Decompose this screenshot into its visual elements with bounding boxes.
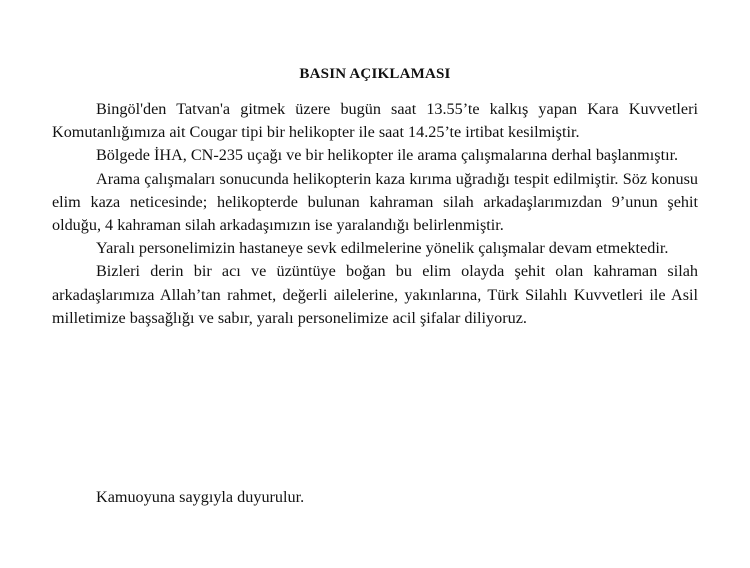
document-title: BASIN AÇIKLAMASI bbox=[299, 66, 451, 82]
document-body bbox=[52, 98, 698, 330]
paragraph-5: Bizleri derin bir acı ve üzüntüye boğan bu elim olayda şehit olan kahraman silah arkadaşlarımıza Allah’tan rahmet, değerli ailelerine, yakınlarına, Türk Silahlı Kuvvetleri ile Asil milletimize başsağlığı ve sabır, yaralı personelimize acil şifalar diliyoruz. bbox=[52, 262, 698, 327]
paragraph-3: Arama çalışmaları sonucunda helikopterin kaza kırıma uğradığı tespit edilmiştir. Söz konusu elim kaza neticesinde; helikopterde bulunan kahraman silah arkadaşlarımızdan 9’unun şehit olduğu, 4 kahraman silah arkadaşımızın ise yaralandığı belirlenmiştir. bbox=[52, 169, 698, 235]
paragraph-2: Bölgede İHA, CN-235 uçağı ve bir helikopter ile arama çalışmalarına derhal başlanmıştır. bbox=[96, 146, 679, 165]
paragraph-1: Bingöl'den Tatvan'a gitmek üzere bugün saat 13.55’te kalkış yapan Kara Kuvvetleri Komutanlığımıza ait Cougar tipi bir helikopter ile saat 14.25’te irtibat kesilmiştir. bbox=[52, 100, 698, 142]
paragraph-4: Yaralı personelimizin hastaneye sevk edilmelerine yönelik çalışmalar devam etmektedir. bbox=[96, 239, 669, 258]
closing-line: Kamuoyuna saygıyla duyurulur. bbox=[96, 488, 305, 506]
